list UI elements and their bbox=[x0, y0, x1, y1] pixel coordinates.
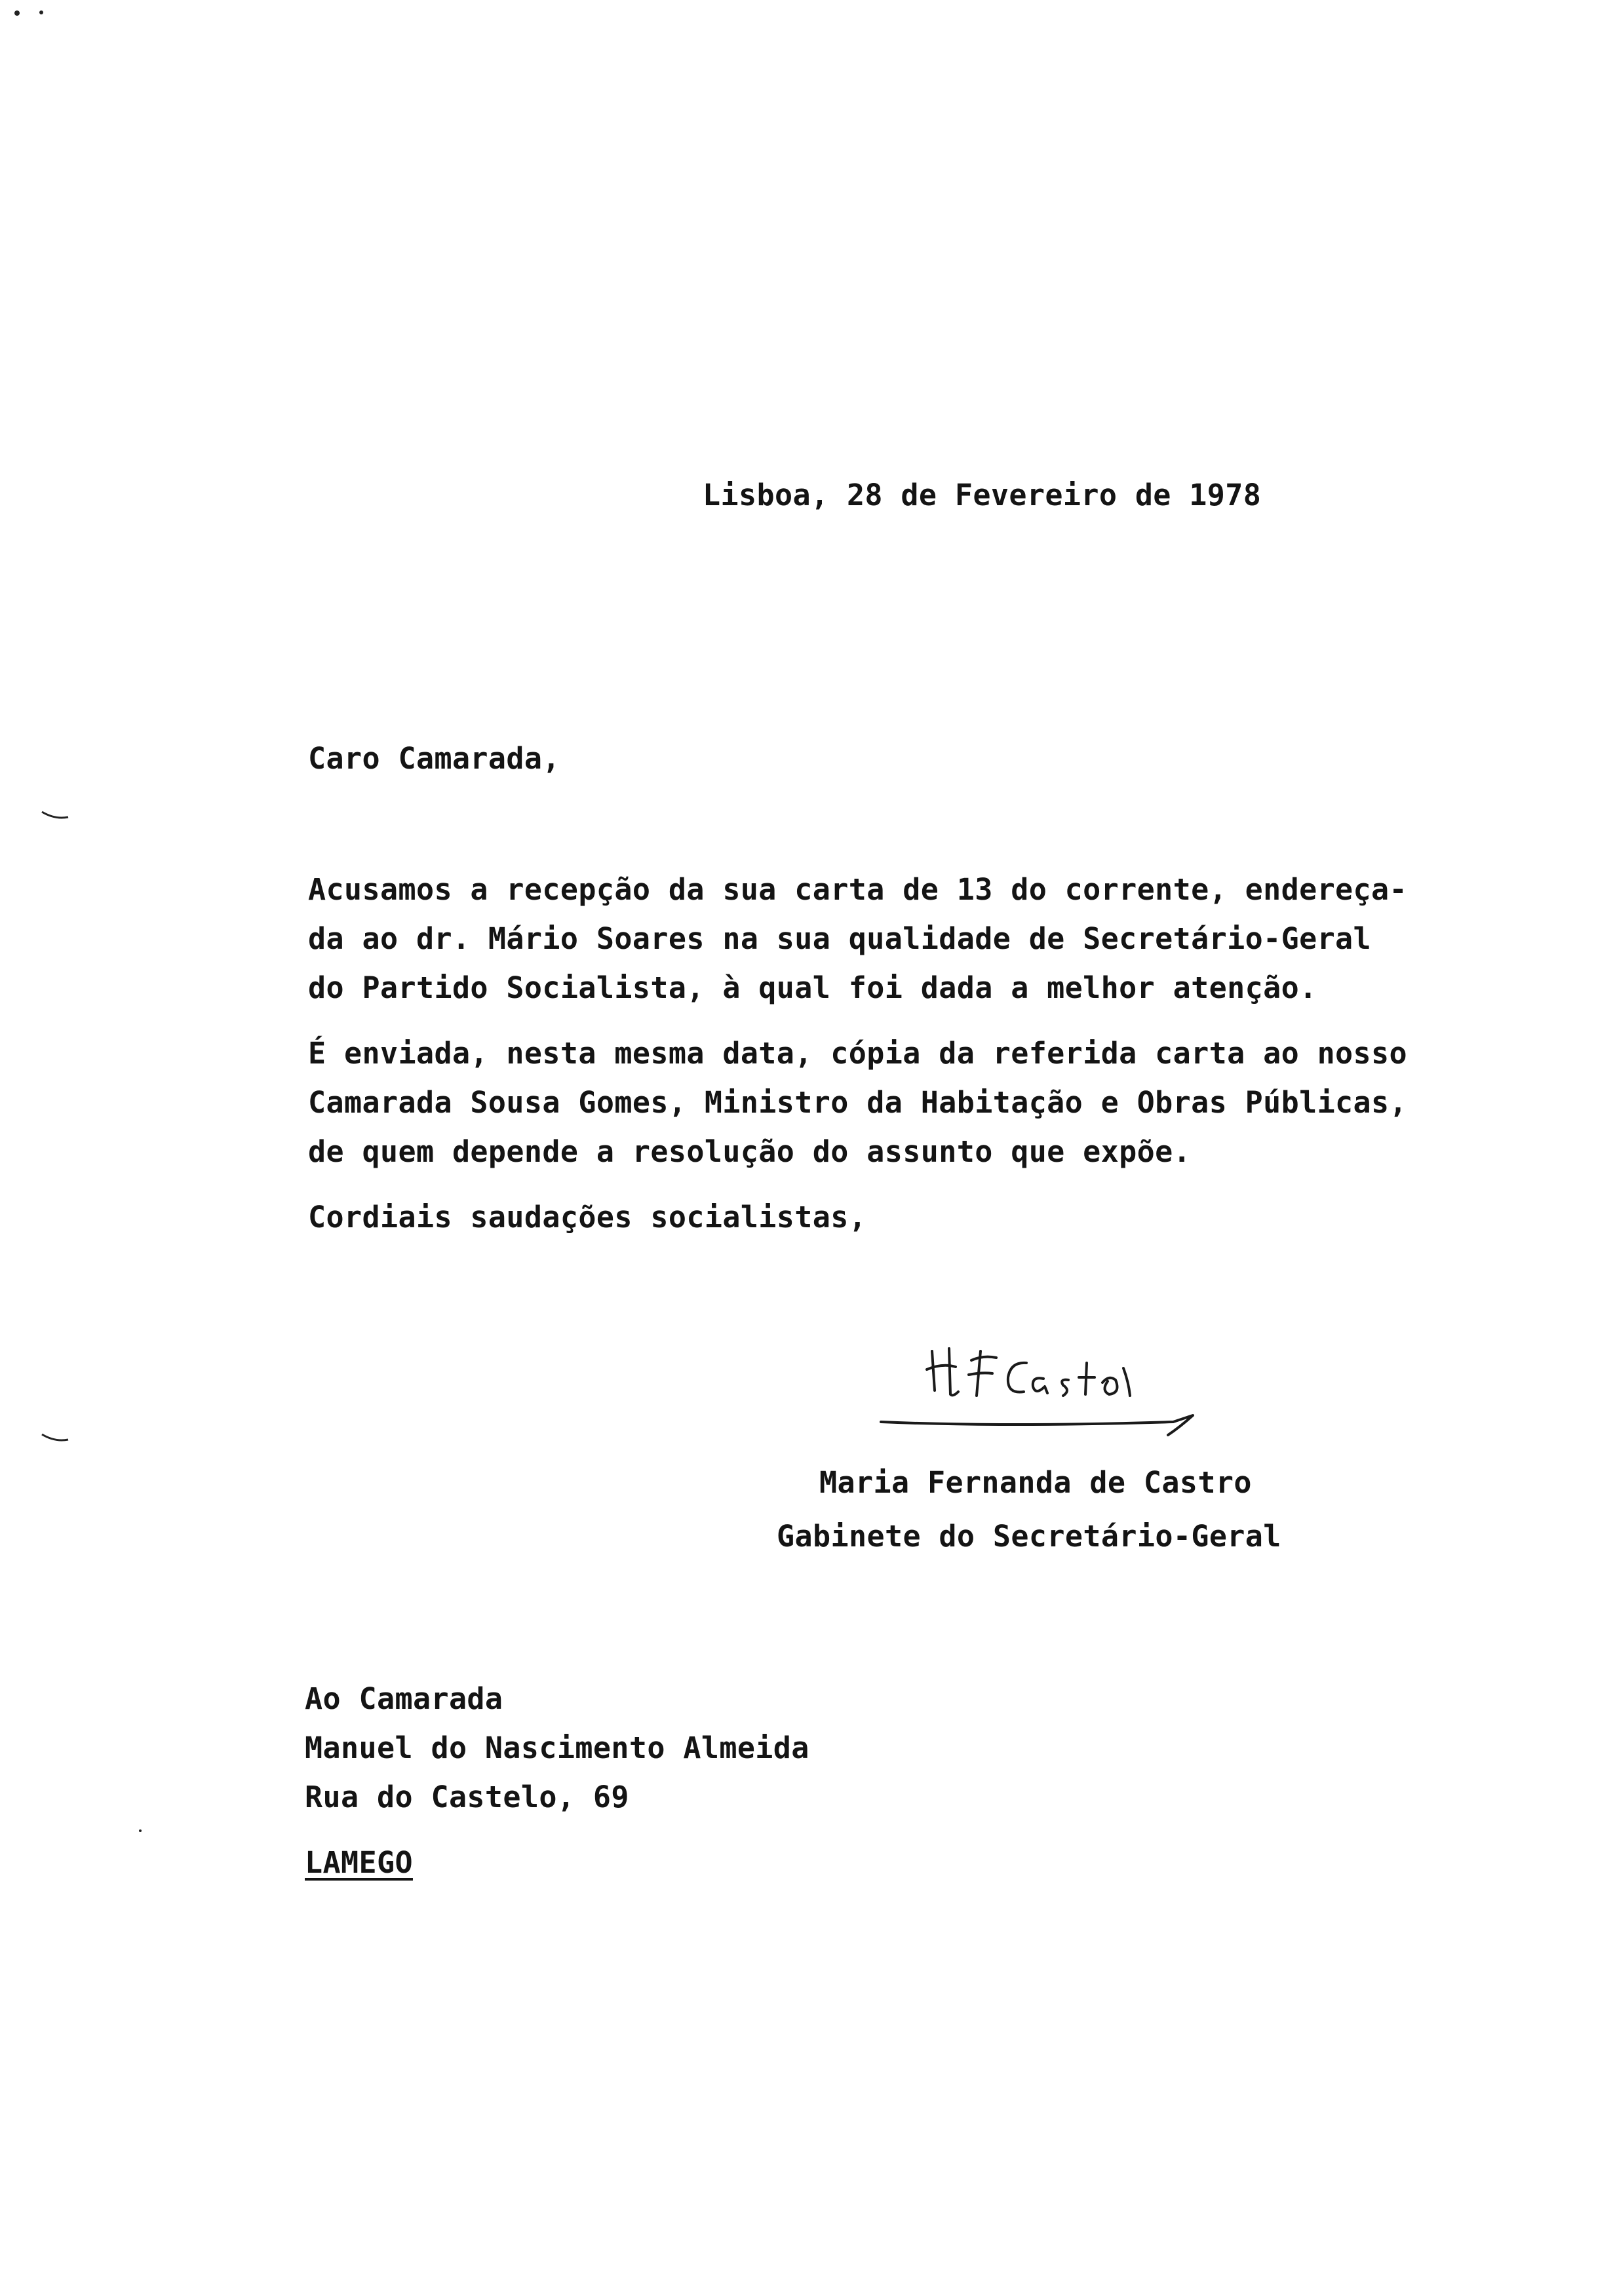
closing: Cordiais saudações socialistas, bbox=[308, 1200, 867, 1234]
place-date: Lisboa, 28 de Fevereiro de 1978 bbox=[703, 478, 1262, 512]
salutation: Caro Camarada, bbox=[308, 741, 560, 776]
scan-speck bbox=[139, 1829, 142, 1832]
body-line: Camarada Sousa Gomes, Ministro da Habitação e Obras Públicas, bbox=[308, 1085, 1408, 1120]
recipient-name: Manuel do Nascimento Almeida bbox=[305, 1731, 809, 1765]
scan-speck bbox=[39, 10, 43, 14]
body-line: É enviada, nesta mesma data, cópia da referida carta ao nosso bbox=[308, 1036, 1408, 1071]
recipient-city: LAMEGO bbox=[305, 1845, 413, 1880]
body-line: Acusamos a recepção da sua carta de 13 do corrente, endereça- bbox=[308, 872, 1408, 907]
recipient-street: Rua do Castelo, 69 bbox=[305, 1780, 629, 1814]
punch-hole-mark bbox=[39, 809, 72, 822]
punch-hole-mark bbox=[39, 1432, 72, 1445]
scan-speck bbox=[14, 10, 20, 16]
signer-office: Gabinete do Secretário-Geral bbox=[777, 1519, 1281, 1554]
body-line: da ao dr. Mário Soares na sua qualidade de Secretário-Geral bbox=[308, 921, 1372, 956]
body-line: do Partido Socialista, à qual foi dada a melhor atenção. bbox=[308, 970, 1317, 1005]
recipient-line: Ao Camarada bbox=[305, 1681, 503, 1716]
signer-name: Maria Fernanda de Castro bbox=[819, 1465, 1252, 1500]
handwritten-signature bbox=[872, 1317, 1226, 1448]
body-line: de quem depende a resolução do assunto que expõe. bbox=[308, 1134, 1192, 1169]
